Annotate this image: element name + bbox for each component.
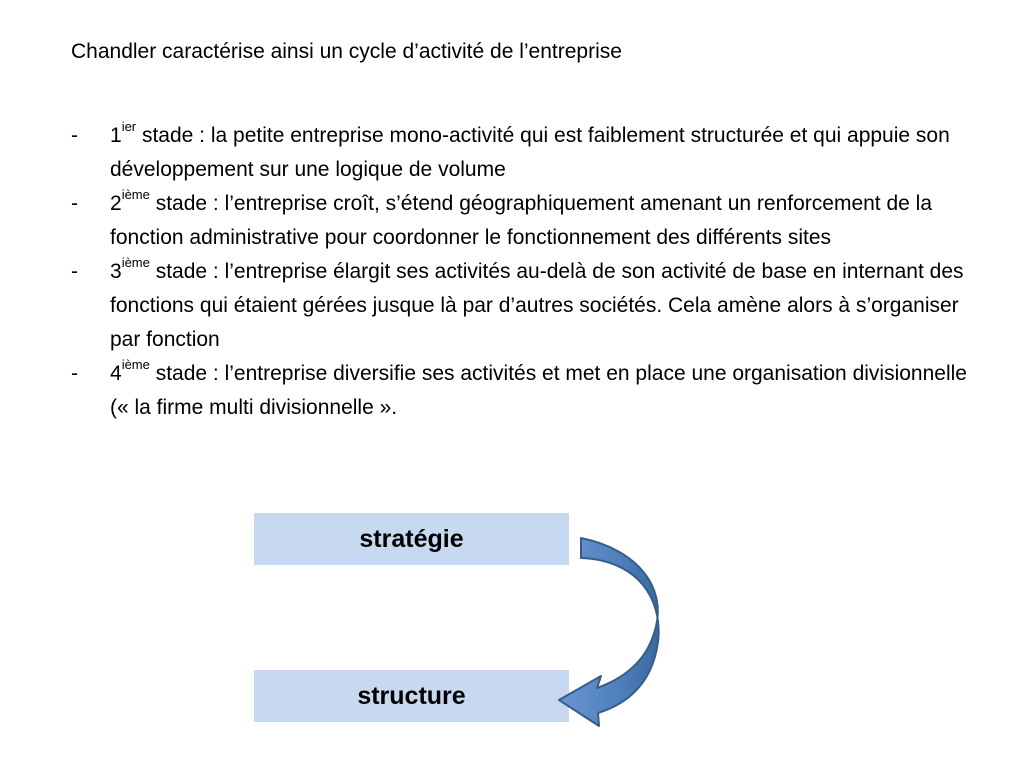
ordinal-suffix: ième xyxy=(121,255,150,270)
stage-number: 1 xyxy=(110,124,122,147)
ordinal-suffix: ième xyxy=(121,187,150,202)
stage-text: stade : l’entreprise élargit ses activités au-delà de son activité de base en internant des fonctions qui étaient gérées jusque là par d’autres sociétés. Cela amène alors à s’organiser par fonction xyxy=(110,260,964,351)
structure-box xyxy=(254,670,569,722)
list-marker: - xyxy=(71,124,78,147)
page-title: Chandler caractérise ainsi un cycle d’activité de l’entreprise xyxy=(71,40,622,63)
stage-number: 4 xyxy=(110,362,122,385)
stage-number: 3 xyxy=(110,260,122,283)
stage-text: stade : la petite entreprise mono-activité qui est faiblement structurée et qui appuie son développement sur une logique de volume xyxy=(110,124,950,181)
list-item-stage-4 xyxy=(71,357,983,425)
strategy-box xyxy=(254,513,569,565)
ordinal-suffix: ier xyxy=(121,119,137,134)
structure-label: structure xyxy=(357,681,466,710)
strategy-label: stratégie xyxy=(359,524,464,553)
list-item-stage-1 xyxy=(71,119,983,187)
list-item-stage-2 xyxy=(71,187,983,255)
list-marker: - xyxy=(71,260,78,283)
curved-arrow-icon xyxy=(545,530,665,730)
list-item-stage-3 xyxy=(71,255,983,357)
ordinal-suffix: ième xyxy=(121,357,150,372)
curved-arrow-shape xyxy=(559,538,659,726)
stage-list xyxy=(71,119,983,425)
stage-text: stade : l’entreprise diversifie ses activités et met en place une organisation divisionnelle (« la firme multi divisionnelle ». xyxy=(110,362,967,419)
list-marker: - xyxy=(71,362,78,385)
list-marker: - xyxy=(71,192,78,215)
stage-number: 2 xyxy=(110,192,122,215)
stage-text: stade : l’entreprise croît, s’étend géographiquement amenant un renforcement de la fonction administrative pour coordonner le fonctionnement des différents sites xyxy=(110,192,933,249)
